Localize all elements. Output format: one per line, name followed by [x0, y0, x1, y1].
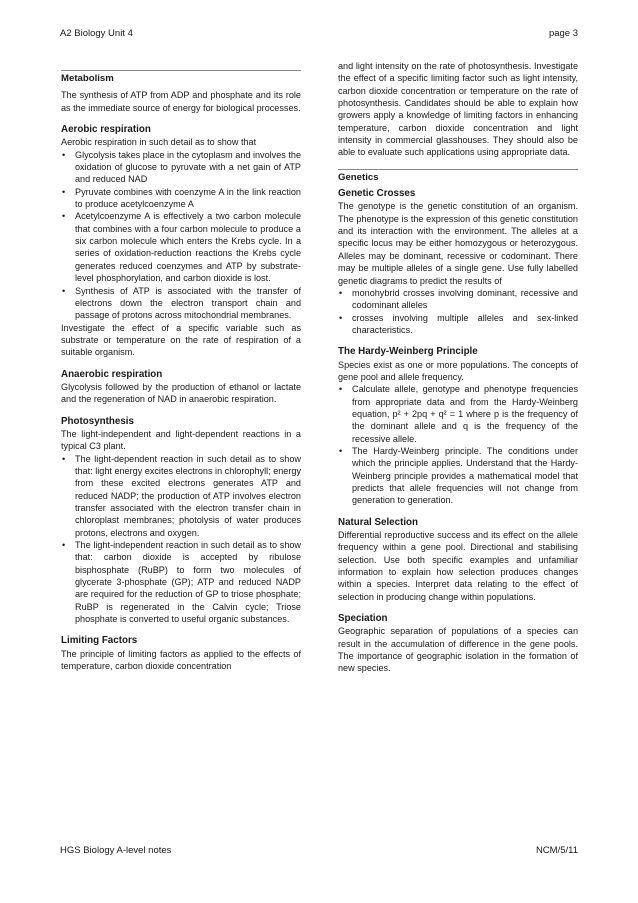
list-item	[338, 445, 578, 507]
list-item	[338, 287, 578, 312]
list-item	[61, 210, 301, 284]
genetics-bullet-list	[338, 287, 578, 336]
photosynthesis-bullet-list	[61, 453, 301, 626]
list-item-text: Glycolysis takes place in the cytoplasm and involves the oxidation of glucose to pyruvate with a net gain of ATP and reduced NAD	[75, 149, 301, 185]
photosynthesis-intro: The light-independent and light-dependent reactions in a typical C3 plant.	[61, 428, 301, 452]
speciation-text: Geographic separation of populations of a species can result in the accumulation of difference in the gene pools. The importance of geographic isolation in the formation of new species.	[338, 626, 578, 674]
limiting-heading: Limiting Factors	[61, 635, 138, 647]
aerobic-outro: Investigate the effect of a specific variable such as substrate or temperature on the rate of respiration of a suitable organism.	[61, 322, 301, 358]
left-column	[61, 70, 301, 672]
footer-source: HGS Biology A-level notes	[60, 845, 172, 856]
list-item-text: monohybrid crosses involving dominant, recessive and codominant alleles	[352, 287, 578, 311]
hardy-weinberg-equation: p² + 2pq + q² = 1	[392, 408, 464, 419]
list-item-text: Pyruvate combines with coenzyme A in the link reaction to produce acetylcoenzyme A	[75, 186, 301, 210]
page-number: page 3	[548, 28, 578, 39]
metabolism-text: The synthesis of ATP from ADP and phosphate and its role as the immediate source of energy for biological processes.	[61, 90, 301, 113]
footer-code: NCM/5/11	[535, 845, 578, 856]
bullet-icon: •	[62, 186, 66, 197]
genetics-text: The genotype is the genetic constitution of an organism. The phenotype is the expression of this genetic constitution and its interaction with the environment. The alleles at a specific locus may be either homozygous or heterozygous. Alleles may be dominant, recessive or codominant. There may be multiple alleles of a single gene. Use fully labelled genetic diagrams to predict the results of	[338, 201, 578, 286]
metabolism-heading: Metabolism	[61, 70, 301, 85]
page-header	[60, 28, 578, 42]
photosynthesis-heading: Photosynthesis	[61, 415, 134, 427]
list-item-text: The light-dependent reaction in such detail as to show that: light energy excites electrons in chlorophyll; energy from these excited electrons generates ATP and reduced NADP; the production of ATP involves electron transfer associated with the electron transfer chain in chloroplast membranes; photolysis of water produces protons, electrons and oxygen.	[75, 453, 301, 538]
hardy-weinberg-heading: The Hardy-Weinberg Principle	[338, 346, 478, 358]
aerobic-bullet-list	[61, 149, 301, 322]
list-item-text: The Hardy-Weinberg principle. The conditions under which the principle applies. Understand that the Hardy-Weinberg principle provides a mathematical model that predicts that allele frequencies will not change from generation to generation.	[352, 445, 578, 506]
hardy-weinberg-intro: Species exist as one or more populations. The concepts of gene pool and allele frequency.	[338, 359, 578, 382]
bullet-icon: •	[62, 149, 66, 160]
list-item-text: Calculate allele, genotype and phenotype frequencies from appropriate data and from the Hardy-Weinberg equation,	[352, 384, 578, 419]
header-title: A2 Biology Unit 4	[60, 28, 133, 39]
bullet-icon: •	[339, 312, 343, 323]
list-item	[338, 383, 578, 445]
natural-selection-heading: Natural Selection	[338, 516, 419, 528]
genetic-crosses-heading: Genetic Crosses	[338, 188, 416, 200]
list-item-text: Acetylcoenzyme A is effectively a two carbon molecule that combines with a four carbon molecule to produce a six carbon molecule which enters the Krebs cycle. In a series of oxidation-reduction reactions the Krebs cycle generates reduced coenzymes and ATP by substrate-level phosphorylation, and carbon dioxide is lost.	[75, 211, 301, 284]
bullet-icon: •	[339, 287, 343, 298]
bullet-icon: •	[339, 445, 343, 456]
bullet-icon: •	[62, 211, 66, 222]
right-column	[338, 60, 578, 675]
list-item-text: crosses involving multiple alleles and sex-linked characteristics.	[352, 312, 578, 335]
list-item	[61, 453, 301, 539]
anaerobic-heading: Anaerobic respiration	[61, 368, 163, 380]
list-item	[61, 149, 301, 186]
list-item	[61, 186, 301, 211]
list-item-text: The light-independent reaction in such detail as to show that: carbon dioxide is accepted by ribulose bisphosphate (RuBP) to form two molecules of glycerate 3-phosphate (GP); ATP and reduced NADP are required for the reduction of GP to triose phosphate; RuBP is regenerated in the Calvin cycle; Triose phosphate is converted to useful organic substances.	[75, 540, 301, 625]
genetics-heading: Genetics	[338, 169, 578, 184]
bullet-icon: •	[62, 540, 66, 551]
bullet-icon: •	[62, 285, 66, 296]
list-item	[61, 285, 301, 322]
bullet-icon: •	[62, 453, 66, 464]
list-item-text: where p is the frequency of the dominant allele and q is the frequency of the recessive allele.	[352, 408, 579, 444]
limiting-text-start: The principle of limiting factors as applied to the effects of temperature, carbon dioxide concentration	[61, 648, 301, 672]
aerobic-intro: Aerobic respiration in such detail as to show that	[61, 137, 257, 148]
aerobic-heading: Aerobic respiration	[61, 124, 151, 136]
list-item	[61, 539, 301, 625]
limiting-text-continued: and light intensity on the rate of photosynthesis. Investigate the effect of a specific limiting factor such as light intensity, carbon dioxide concentration or temperature on the rate of photosynthesis. Candidates should be able to explain how growers apply a knowledge of limiting factors in enhancing temperature, carbon dioxide concentration and light intensity in commercial glasshouses. They should also be able to evaluate such applications using appropriate data.	[338, 61, 578, 158]
bullet-icon: •	[339, 384, 343, 395]
page-footer	[60, 845, 578, 859]
hardy-weinberg-bullet-list	[338, 383, 578, 506]
list-item	[338, 312, 578, 337]
speciation-heading: Speciation	[338, 613, 388, 625]
list-item-text: Synthesis of ATP is associated with the transfer of electrons down the electron transport chain and passage of protons across mitochondrial membranes.	[75, 285, 301, 321]
natural-selection-text: Differential reproductive success and its effect on the allele frequency within a gene pool. Directional and stabilising selection. Use both specific examples and unfamiliar information to explain how selection produces changes within a species. Interpret data relating to the effect of selection in producing change within populations.	[338, 530, 578, 602]
anaerobic-text: Glycolysis followed by the production of ethanol or lactate and the regeneration of NAD in anaerobic respiration.	[61, 381, 301, 405]
